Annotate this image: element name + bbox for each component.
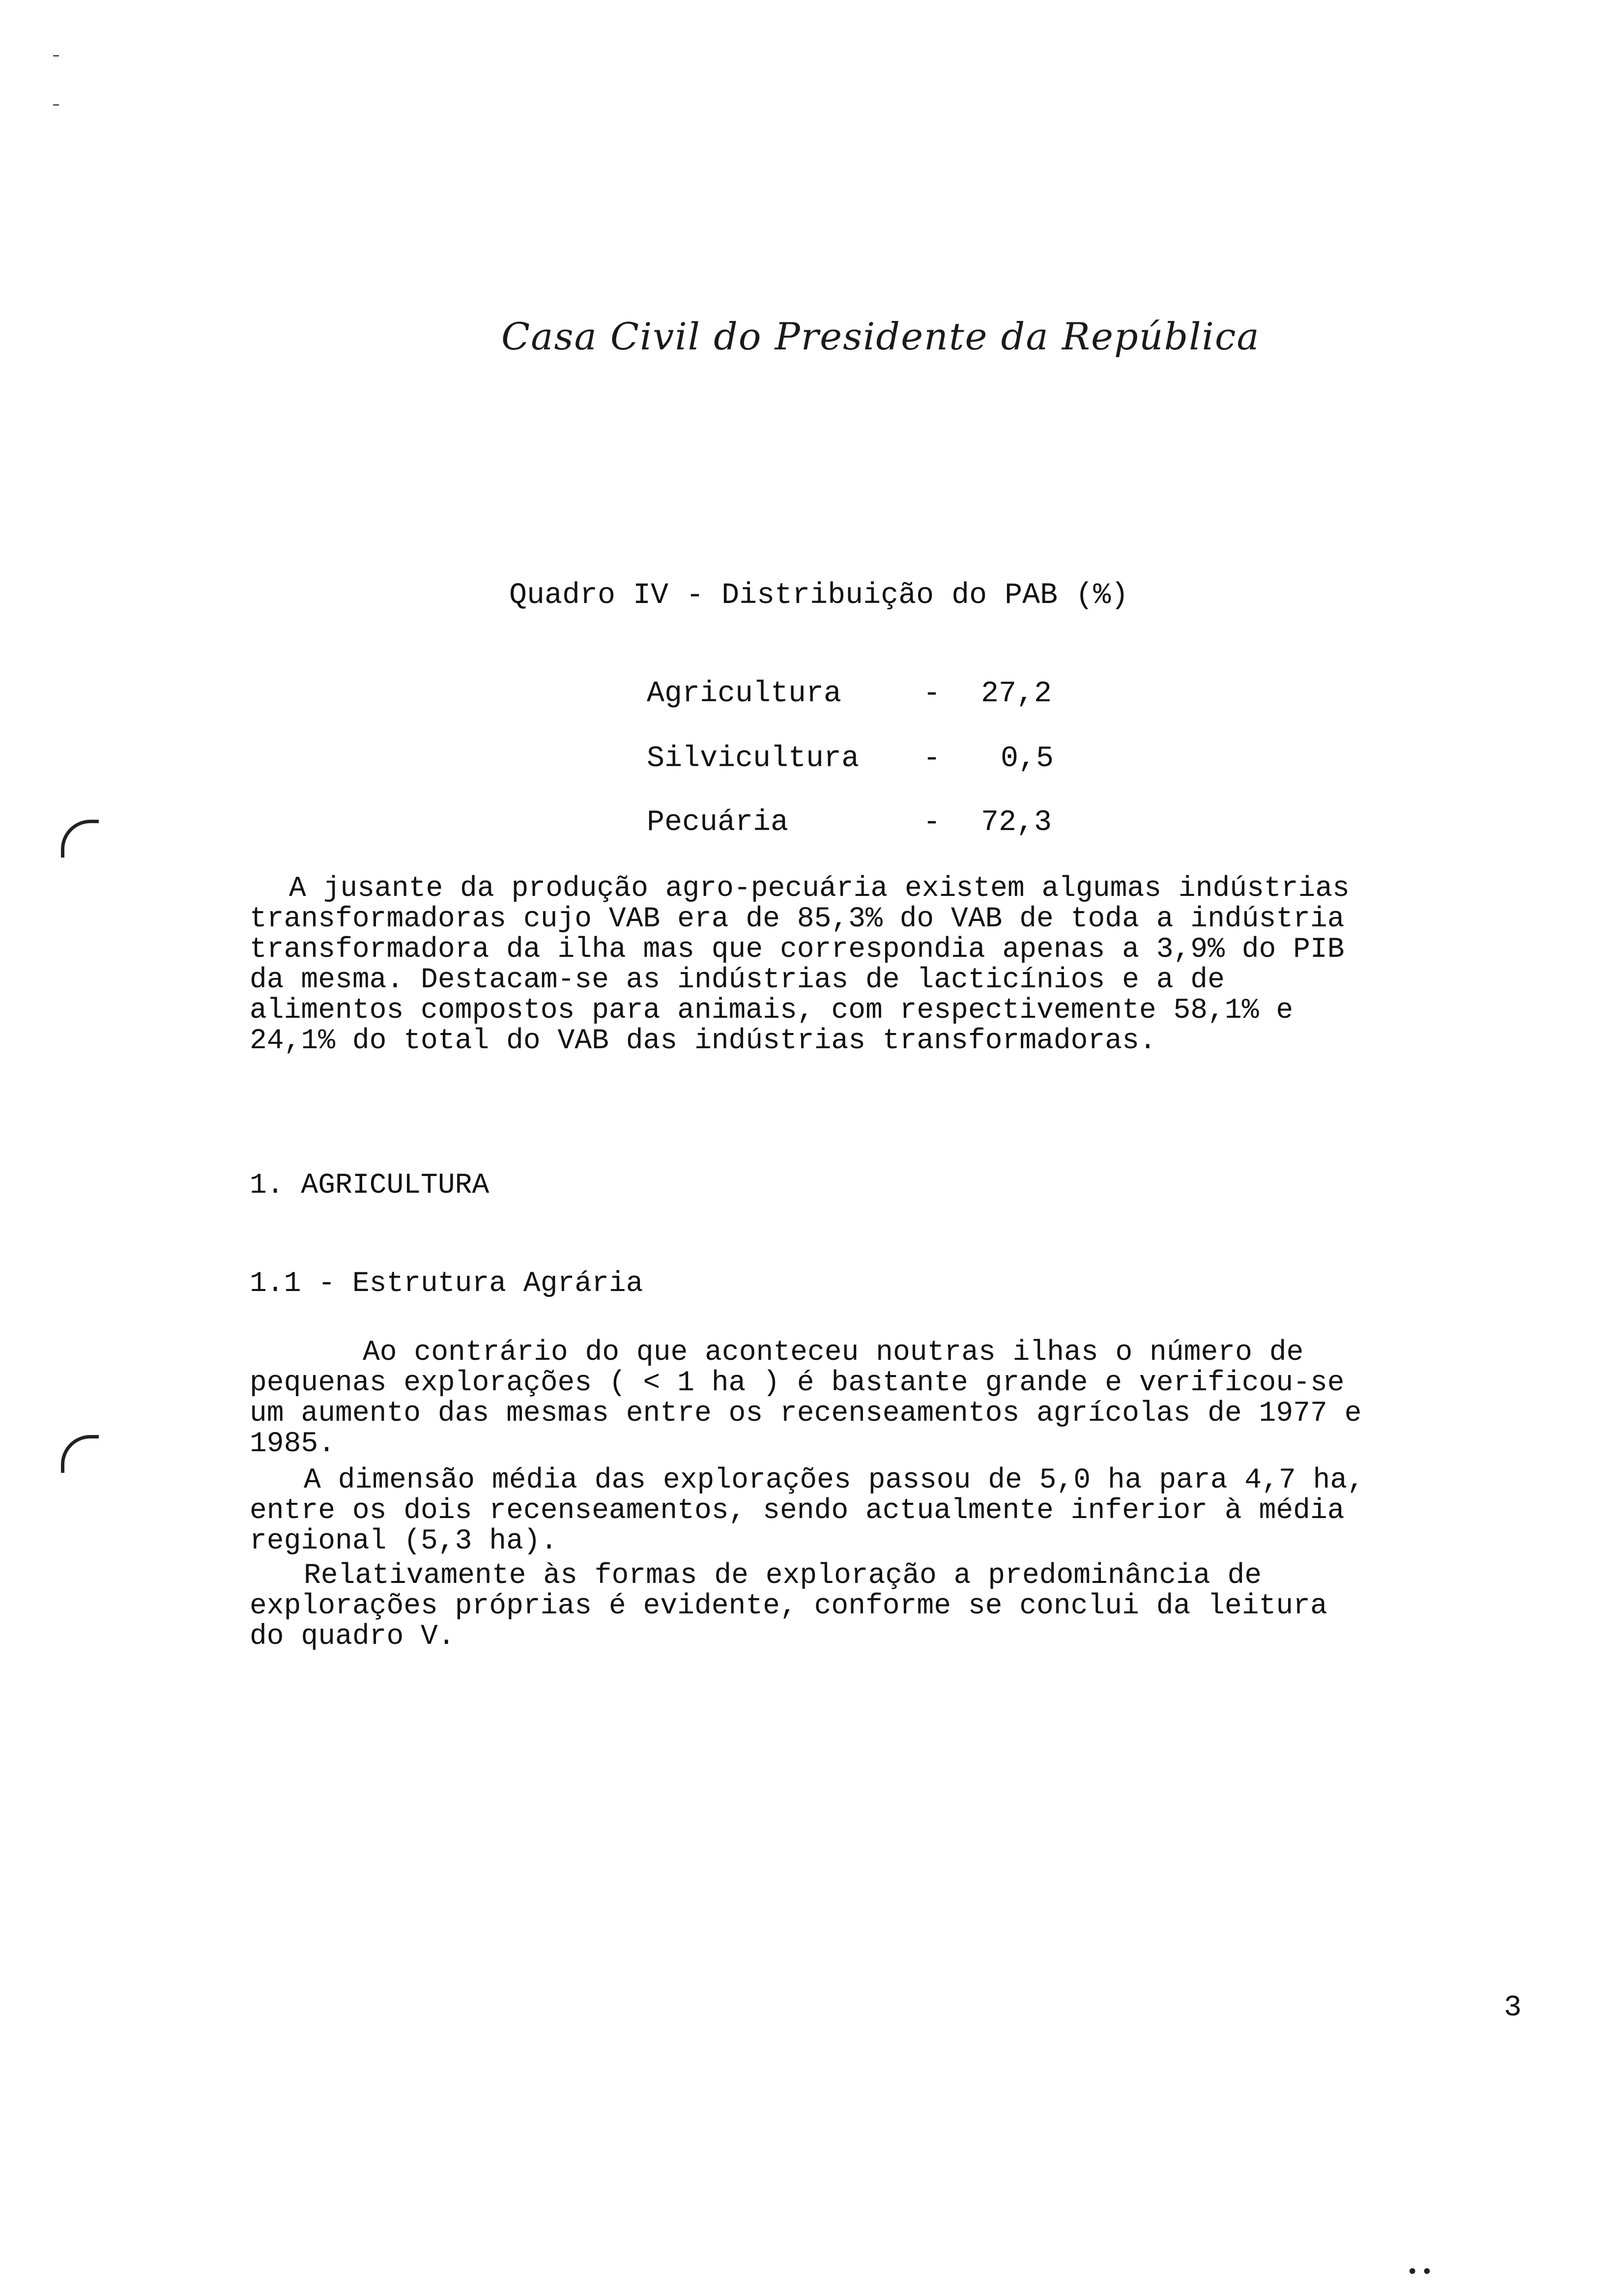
pab-row-label: Agricultura (647, 677, 842, 711)
pab-row-value: 0,5 (1001, 742, 1054, 775)
text-line: transformadoras cujo VAB era de 85,3% do VAB de toda a indústria (250, 903, 1345, 935)
paragraph-dimensao (250, 1465, 1364, 1557)
text-line: do quadro V. (250, 1621, 455, 1653)
text-line: entre os dois recenseamentos, sendo actualmente inferior à média (250, 1495, 1345, 1527)
text-line: Relativamente às formas de exploração a predominância de (304, 1560, 1262, 1592)
binding-mark (61, 820, 99, 858)
pab-row-dash: - (923, 677, 941, 711)
subsection-heading: 1.1 - Estrutura Agrária (250, 1268, 643, 1300)
scan-speck (53, 104, 59, 106)
pab-row-label: Pecuária (647, 806, 789, 839)
pab-row-dash: - (923, 806, 941, 839)
scan-speck (53, 55, 59, 57)
text-line: 24,1% do total do VAB das indústrias transformadoras. (250, 1025, 1156, 1057)
text-line: Ao contrário do que aconteceu noutras ilhas o número de (363, 1337, 1304, 1369)
pab-row-label: Silvicultura (647, 742, 860, 775)
section-heading: 1. AGRICULTURA (250, 1170, 489, 1202)
text-line: alimentos compostos para animais, com respectivemente 58,1% e (250, 995, 1294, 1027)
text-line: 1985. (250, 1428, 336, 1460)
text-line: explorações próprias é evidente, conforme se conclui da leitura (250, 1590, 1327, 1622)
binding-mark (61, 1435, 99, 1473)
table-title: Quadro IV - Distribuição do PAB (%) (509, 579, 1129, 612)
pab-row-value: 27,2 (981, 677, 1052, 711)
pab-row-value: 72,3 (981, 806, 1052, 839)
text-line: A jusante da produção agro-pecuária existem algumas indústrias (289, 873, 1350, 905)
text-line: pequenas explorações ( < 1 ha ) é bastante grande e verificou-se (250, 1367, 1345, 1399)
letterhead: Casa Civil do Presidente da República (501, 315, 1260, 358)
text-line: da mesma. Destacam-se as indústrias de lacticínios e a de (250, 964, 1225, 996)
text-line: transformadora da ilha mas que correspondia apenas a 3,9% do PIB (250, 934, 1345, 966)
pab-row-dash: - (923, 742, 941, 775)
paragraph-jusante (250, 874, 1350, 1057)
text-line: regional (5,3 ha). (250, 1525, 558, 1557)
scan-speck: •• (1407, 2261, 1436, 2283)
text-line: A dimensão média das explorações passou de 5,0 ha para 4,7 ha, (304, 1464, 1364, 1496)
paragraph-relativamente (250, 1561, 1327, 1652)
paragraph-contrario (250, 1338, 1361, 1460)
page-number: 3 (1504, 1991, 1522, 2025)
text-line: um aumento das mesmas entre os recenseamentos agrícolas de 1977 e (250, 1398, 1362, 1430)
